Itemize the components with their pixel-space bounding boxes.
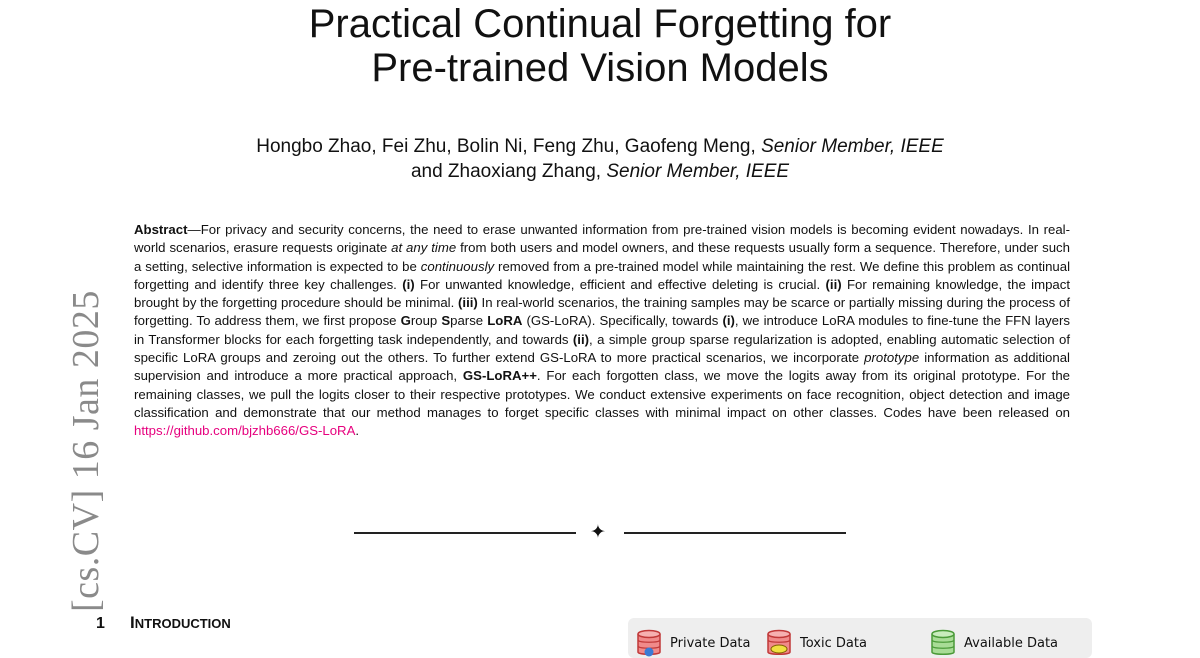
legend-item-toxic-data [766,628,867,658]
abstract-heading: Abstract [134,222,188,237]
abstract-text: , a simple group sparse regularization is adopted, enabling automatic selection of specific LoRA groups and zeroing out the others. To further extend GS-LoRA to more practical scenarios, we incorporate [134,331,1070,366]
legend-label: Available Data [964,635,1059,651]
authors-membership-2: Senior Member, IEEE [606,161,790,182]
abstract-bold: (i) [402,276,415,292]
abstract-text: removed from a pre-trained model while maintaining the rest. We define this problem as continual forgetting and identify three key challenges. [134,258,1071,292]
divider-line-right [624,532,846,534]
legend-label: Private Data [670,635,751,651]
abstract-bold: S [441,313,451,329]
legend-label: Toxic Data [800,635,867,651]
abstract [134,221,1070,441]
section-number: 1 [96,615,105,632]
arxiv-stamp-text: [cs.CV] 16 Jan 2025 [65,290,107,612]
abstract-text: parse [450,313,488,329]
abstract-text: . [355,423,360,439]
section-heading-introduction [96,613,231,633]
divider-star-icon: ✦ [590,522,606,543]
code-repo-link[interactable]: https://github.com/bjzhb666/GS-LoRA [134,423,356,439]
section-title-initial: I [130,613,135,632]
abstract-text: (GS-LoRA). Specifically, towards [522,313,723,329]
abstract-emphasis: continuously [420,258,495,274]
abstract-bold: (iii) [458,295,478,311]
paper-title [0,2,1200,90]
authors-membership-1: Senior Member, IEEE [761,136,944,157]
abstract-bold: (i) [722,313,735,329]
abstract-bold: (ii) [572,331,590,347]
abstract-text: For remaining knowledge, the impact brought by the forgetting procedure should be minimal. [134,276,1071,311]
available-data-icon [930,628,956,658]
abstract-text: from both users and model owners, and these requests usually form a sequence. Therefore, under such a setting, selective information is expected to be [134,240,1070,274]
toxic-data-icon [766,628,792,658]
author-list [0,134,1200,184]
abstract-text: In real-world scenarios, the training samples may be scarce or partially missing during the process of forgetting. To address them, we first propose [134,295,1070,329]
abstract-emphasis: prototype [864,350,920,366]
title-line-2: Pre-trained Vision Models [371,46,829,90]
divider-line-left [354,532,576,534]
abstract-bold: (ii) [825,276,842,292]
legend-item-available-data [930,628,1058,658]
authors-names-2: and Zhaoxiang Zhang, [410,161,607,182]
authors-line-2 [0,159,1200,184]
private-data-icon [636,628,662,658]
abstract-emphasis: at any time [391,240,457,256]
section-divider [0,522,1200,546]
abstract-bold: G [400,313,411,329]
figure-legend [628,618,1092,658]
abstract-text: , we introduce LoRA modules to fine-tune the FFN layers in Transformer blocks for each forgetting task independently, and towards [134,313,1070,347]
abstract-bold: LoRA [487,313,523,329]
authors-line-1 [0,134,1200,159]
abstract-text: . For each forgotten class, we move the logits away from its original prototype. For the remaining classes, we pull the logits closer to their respective prototypes. We conduct extensive experiments on face recognition, object detection and image classification and demonstrate that our method manages to forget specific classes with minimal impact on other classes. Codes have been released on [134,368,1070,420]
abstract-text: information as additional supervision and introduce a more practical approach, [134,350,1070,384]
section-title-rest: NTRODUCTION [134,616,231,631]
abstract-text: For unwanted knowledge, efficient and effective deleting is crucial. [414,276,826,292]
legend-item-private-data [636,628,751,658]
title-line-1: Practical Continual Forgetting for [308,2,892,46]
authors-names-1: Hongbo Zhao, Fei Zhu, Bolin Ni, Feng Zhu, Gaofeng Meng, [256,136,762,157]
arxiv-side-stamp [0,0,107,648]
abstract-text: roup [410,313,442,329]
abstract-text: —For privacy and security concerns, the need to erase unwanted information from pre-trained vision models is becoming evident nowadays. In real-world scenarios, erasure requests originate [134,222,1070,256]
abstract-bold: GS-LoRA++ [462,368,537,384]
